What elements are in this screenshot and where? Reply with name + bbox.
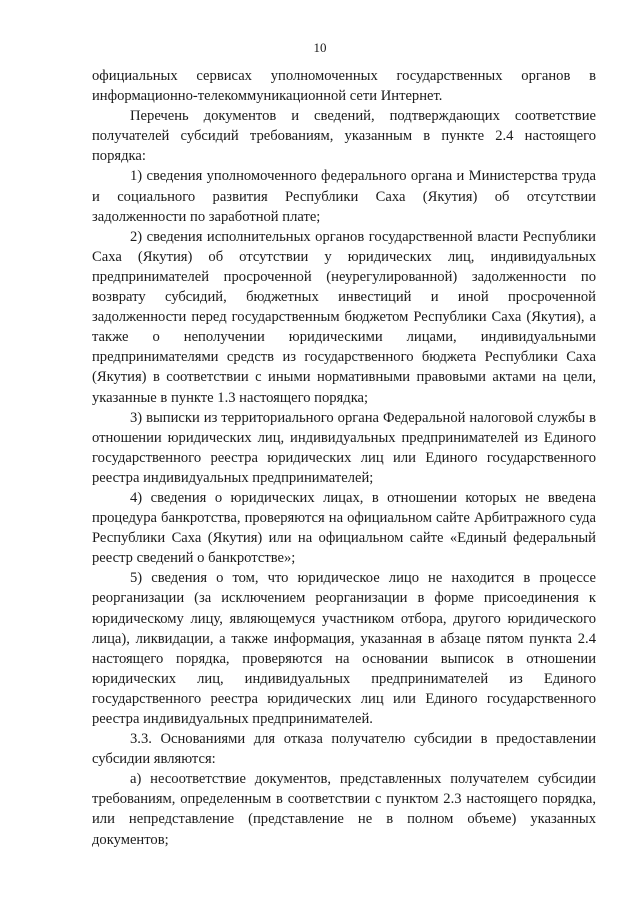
document-body — [92, 66, 596, 850]
page-number: 10 — [313, 40, 327, 55]
list-item-4: 4) сведения о юридических лицах, в отношении которых не введена процедура банкротства, проверяются на официальном сайте Арбитражного суда Республики Саха (Якутия) или на официальном сайте «Единый федеральный реестр сведений о банкротстве»; — [92, 489, 596, 567]
clause-3-3: 3.3. Основаниями для отказа получателю субсидии в предоставлении субсидии являются: — [92, 731, 596, 768]
list-item-3: 3) выписки из территориального органа Федеральной налоговой службы в отношении юридических лиц, индивидуальных предпринимателей из Единого государственного реестра юридических лиц или Единого государственного реестра индивидуальных предпринимателей; — [92, 409, 596, 486]
paragraph-list-intro: Перечень документов и сведений, подтверждающих соответствие получателей субсидий требованиям, указанным в пункте 2.4 настоящего порядка: — [92, 108, 596, 165]
paragraph-continuation: официальных сервисах уполномоченных государственных органов в информационно-телекоммуникационной сети Интернет. — [92, 68, 596, 105]
list-item-1: 1) сведения уполномоченного федерального органа и Министерства труда и социального развития Республики Саха (Якутия) об отсутствии задолженности по заработной плате; — [92, 168, 596, 225]
list-item-2: 2) сведения исполнительных органов государственной власти Республики Саха (Якутия) об отсутствии у юридических лиц, индивидуальных предпринимателей просроченной (неурегулированной) задолженности по возврату субсидий, бюджетных инвестиций и иной просроченной задолженности перед государственным бюджетом Республики Саха (Якутия), а также о неполучении юридическими лицами, индивидуальными предпринимателями средств из государственного бюджета Республики Саха (Якутия) в соответствии с иными нормативными правовыми актами на цели, указанные в пункте 1.3 настоящего порядка; — [92, 228, 596, 406]
clause-a: а) несоответствие документов, представленных получателем субсидии требованиям, определенным в соответствии с пунктом 2.3 настоящего порядка, или непредставление (представление не в полном объеме) указанных документов; — [92, 771, 596, 848]
list-item-5: 5) сведения о том, что юридическое лицо не находится в процессе реорганизации (за исключением реорганизации в форме присоединения к юридическому лицу, являющемуся участником отбора, другого юридического лица), ликвидации, а также информация, указанная в абзаце пятом пункта 2.4 настоящего порядка, проверяются на основании выписок в отношении юридических лиц, индивидуальных предпринимателей из Единого государственного реестра юридических лиц или Единого государственного реестра индивидуальных предпринимателей. — [92, 570, 596, 727]
